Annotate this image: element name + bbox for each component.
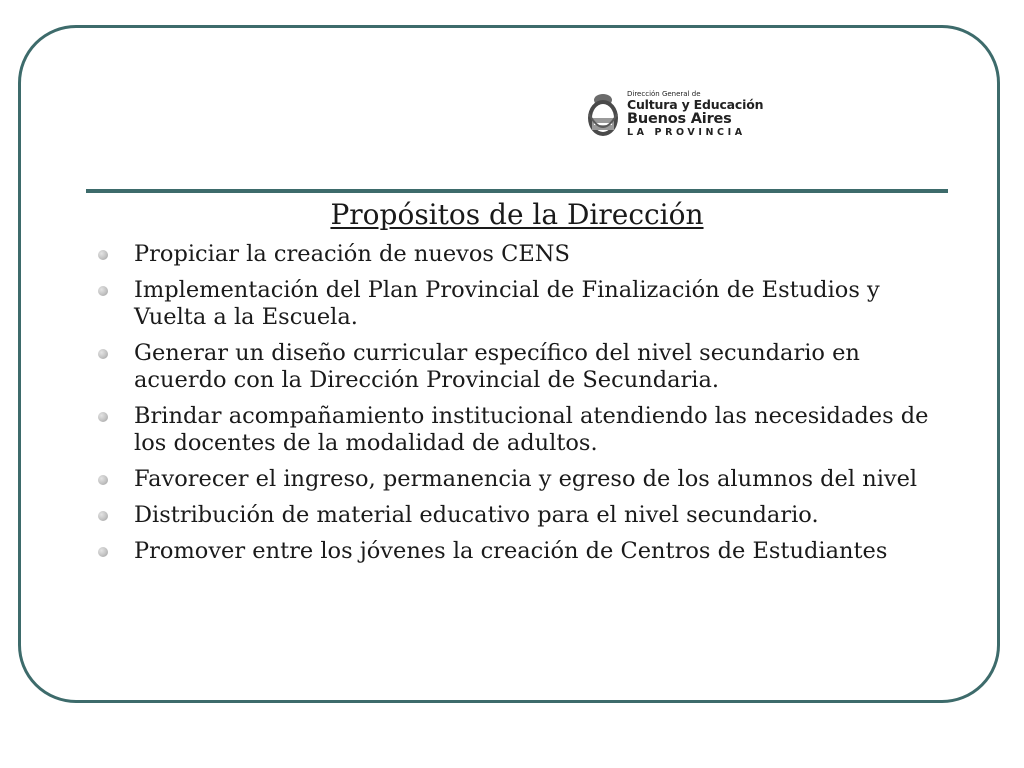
bullet-list (98, 241, 938, 574)
logo-line-provincia: LA PROVINCIA (627, 127, 746, 138)
bullet-text: Favorecer el ingreso, permanencia y egreso de los alumnos del nivel (134, 466, 918, 492)
bullet-text: Promover entre los jóvenes la creación de Centros de Estudiantes (134, 538, 888, 564)
bullet-text: Distribución de material educativo para el nivel secundario. (134, 502, 819, 528)
bullet-dot-icon (98, 511, 108, 521)
slide-title: Propósitos de la Dirección (330, 198, 704, 231)
bullet-item (98, 241, 938, 268)
bullet-text: Implementación del Plan Provincial de Finalización de Estudios y Vuelta a la Escuela. (134, 277, 880, 330)
bullet-text: Propiciar la creación de nuevos CENS (134, 241, 570, 267)
title-divider (86, 189, 948, 193)
bullet-dot-icon (98, 250, 108, 260)
bullet-dot-icon (98, 475, 108, 485)
bullet-item (98, 403, 938, 457)
bullet-dot-icon (98, 349, 108, 359)
bullet-text: Generar un diseño curricular específico del nivel secundario en acuerdo con la Dirección Provincial de Secundaria. (134, 340, 860, 393)
bullet-dot-icon (98, 547, 108, 557)
logo-line-buenos-aires: Buenos Aires (627, 111, 732, 127)
logo-line-direccion: Dirección General de (627, 90, 701, 98)
bullet-item (98, 502, 938, 529)
logo-line-cultura: Cultura y Educación (627, 97, 764, 112)
logo-wordmark (627, 88, 777, 138)
bullet-item (98, 538, 938, 565)
bullet-item (98, 277, 938, 331)
coat-of-arms-icon (585, 92, 621, 140)
bullet-item (98, 340, 938, 394)
provincia-logo (585, 88, 775, 146)
bullet-dot-icon (98, 412, 108, 422)
bullet-text: Brindar acompañamiento institucional atendiendo las necesidades de los docentes de la modalidad de adultos. (134, 403, 929, 456)
bullet-dot-icon (98, 286, 108, 296)
bullet-item (98, 466, 938, 493)
